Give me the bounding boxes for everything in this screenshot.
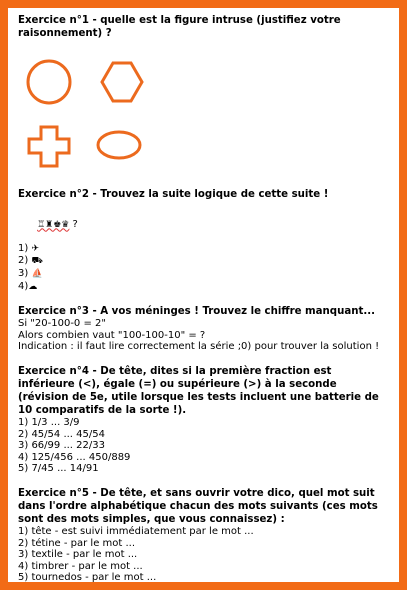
exercise-1-title: Exercice n°1 - quelle est la figure intruse (justifiez votre raisonnement) ? bbox=[18, 15, 345, 39]
ex4-item: 4) 125/456 ... 450/889 bbox=[18, 451, 131, 463]
worksheet-page bbox=[8, 8, 399, 582]
ex5-item: 4) timbrer - par le mot ... bbox=[18, 560, 143, 572]
ex3-line: Indication : il faut lire correctement la série ;0) pour trouver la solution ! bbox=[18, 341, 380, 353]
exercise-3-title: Exercice n°3 - A vos méninges ! Trouvez le chiffre manquant... bbox=[18, 306, 375, 318]
ex4-item: 1) 1/3 ... 3/9 bbox=[18, 416, 80, 428]
option-3 bbox=[18, 268, 389, 281]
option-label: 2) bbox=[18, 255, 29, 267]
exercise-5-title: Exercice n°5 - De tête, et sans ouvrir votre dico, quel mot suit dans l'ordre alphabétique chacun des mots suivants (ces mots sont des mots simples, que vous connaissez) : bbox=[18, 487, 382, 525]
ex4-item: 2) 45/54 ... 45/54 bbox=[18, 428, 105, 440]
exercise-5 bbox=[18, 487, 389, 582]
ellipse-icon bbox=[98, 132, 140, 158]
airplane-icon: ✈ bbox=[31, 243, 39, 254]
ex3-line: Si "20-100-0 = 2" bbox=[18, 318, 106, 330]
ex4-item: 3) 66/99 ... 22/33 bbox=[18, 440, 105, 452]
sequence-line bbox=[18, 207, 389, 243]
cloud-icon: ☁ bbox=[28, 281, 38, 292]
exercise-2 bbox=[18, 188, 389, 293]
cross-icon bbox=[29, 127, 69, 166]
option-label: 4) bbox=[18, 280, 29, 292]
exercise-2-title: Exercice n°2 - Trouvez la suite logique de cette suite ! bbox=[18, 189, 329, 200]
ex5-item: 1) tête - est suivi immédiatement par le mot ... bbox=[18, 525, 254, 537]
hexagon-icon bbox=[102, 63, 142, 101]
circle-icon bbox=[28, 61, 70, 103]
sequence-glyphs: ♖♜♚♛ bbox=[37, 219, 70, 230]
ex5-item: 3) textile - par le mot ... bbox=[18, 549, 138, 561]
option-2 bbox=[18, 255, 389, 268]
ex3-line: Alors combien vaut "100-100-10" = ? bbox=[18, 329, 206, 341]
exercise-4-title: Exercice n°4 - De tête, dites si la première fraction est inférieure (<), égale (=) ou supérieure (>) à la seconde (révision de 5e, utile lorsque les tests incluent une batterie de 10 comparatifs de la sorte !). bbox=[18, 365, 383, 416]
ex4-item: 5) 7/45 ... 14/91 bbox=[18, 463, 99, 475]
exercise-1 bbox=[18, 14, 389, 168]
ex5-item: 2) tétine - par le mot ... bbox=[18, 537, 136, 549]
option-label: 3) bbox=[18, 267, 29, 279]
option-label: 1) bbox=[18, 242, 29, 254]
ex5-item: 5) tournedos - par le mot ... bbox=[18, 572, 157, 582]
option-1 bbox=[18, 243, 389, 256]
shapes-panel bbox=[18, 48, 389, 168]
option-4 bbox=[18, 281, 389, 294]
exercise-4 bbox=[18, 365, 389, 475]
shapes-figure bbox=[18, 48, 398, 168]
sequence-suffix: ? bbox=[69, 218, 78, 230]
exercise-3 bbox=[18, 305, 389, 353]
boat-icon: ⛵ bbox=[31, 268, 43, 279]
truck-icon: ⛟ bbox=[31, 256, 43, 267]
